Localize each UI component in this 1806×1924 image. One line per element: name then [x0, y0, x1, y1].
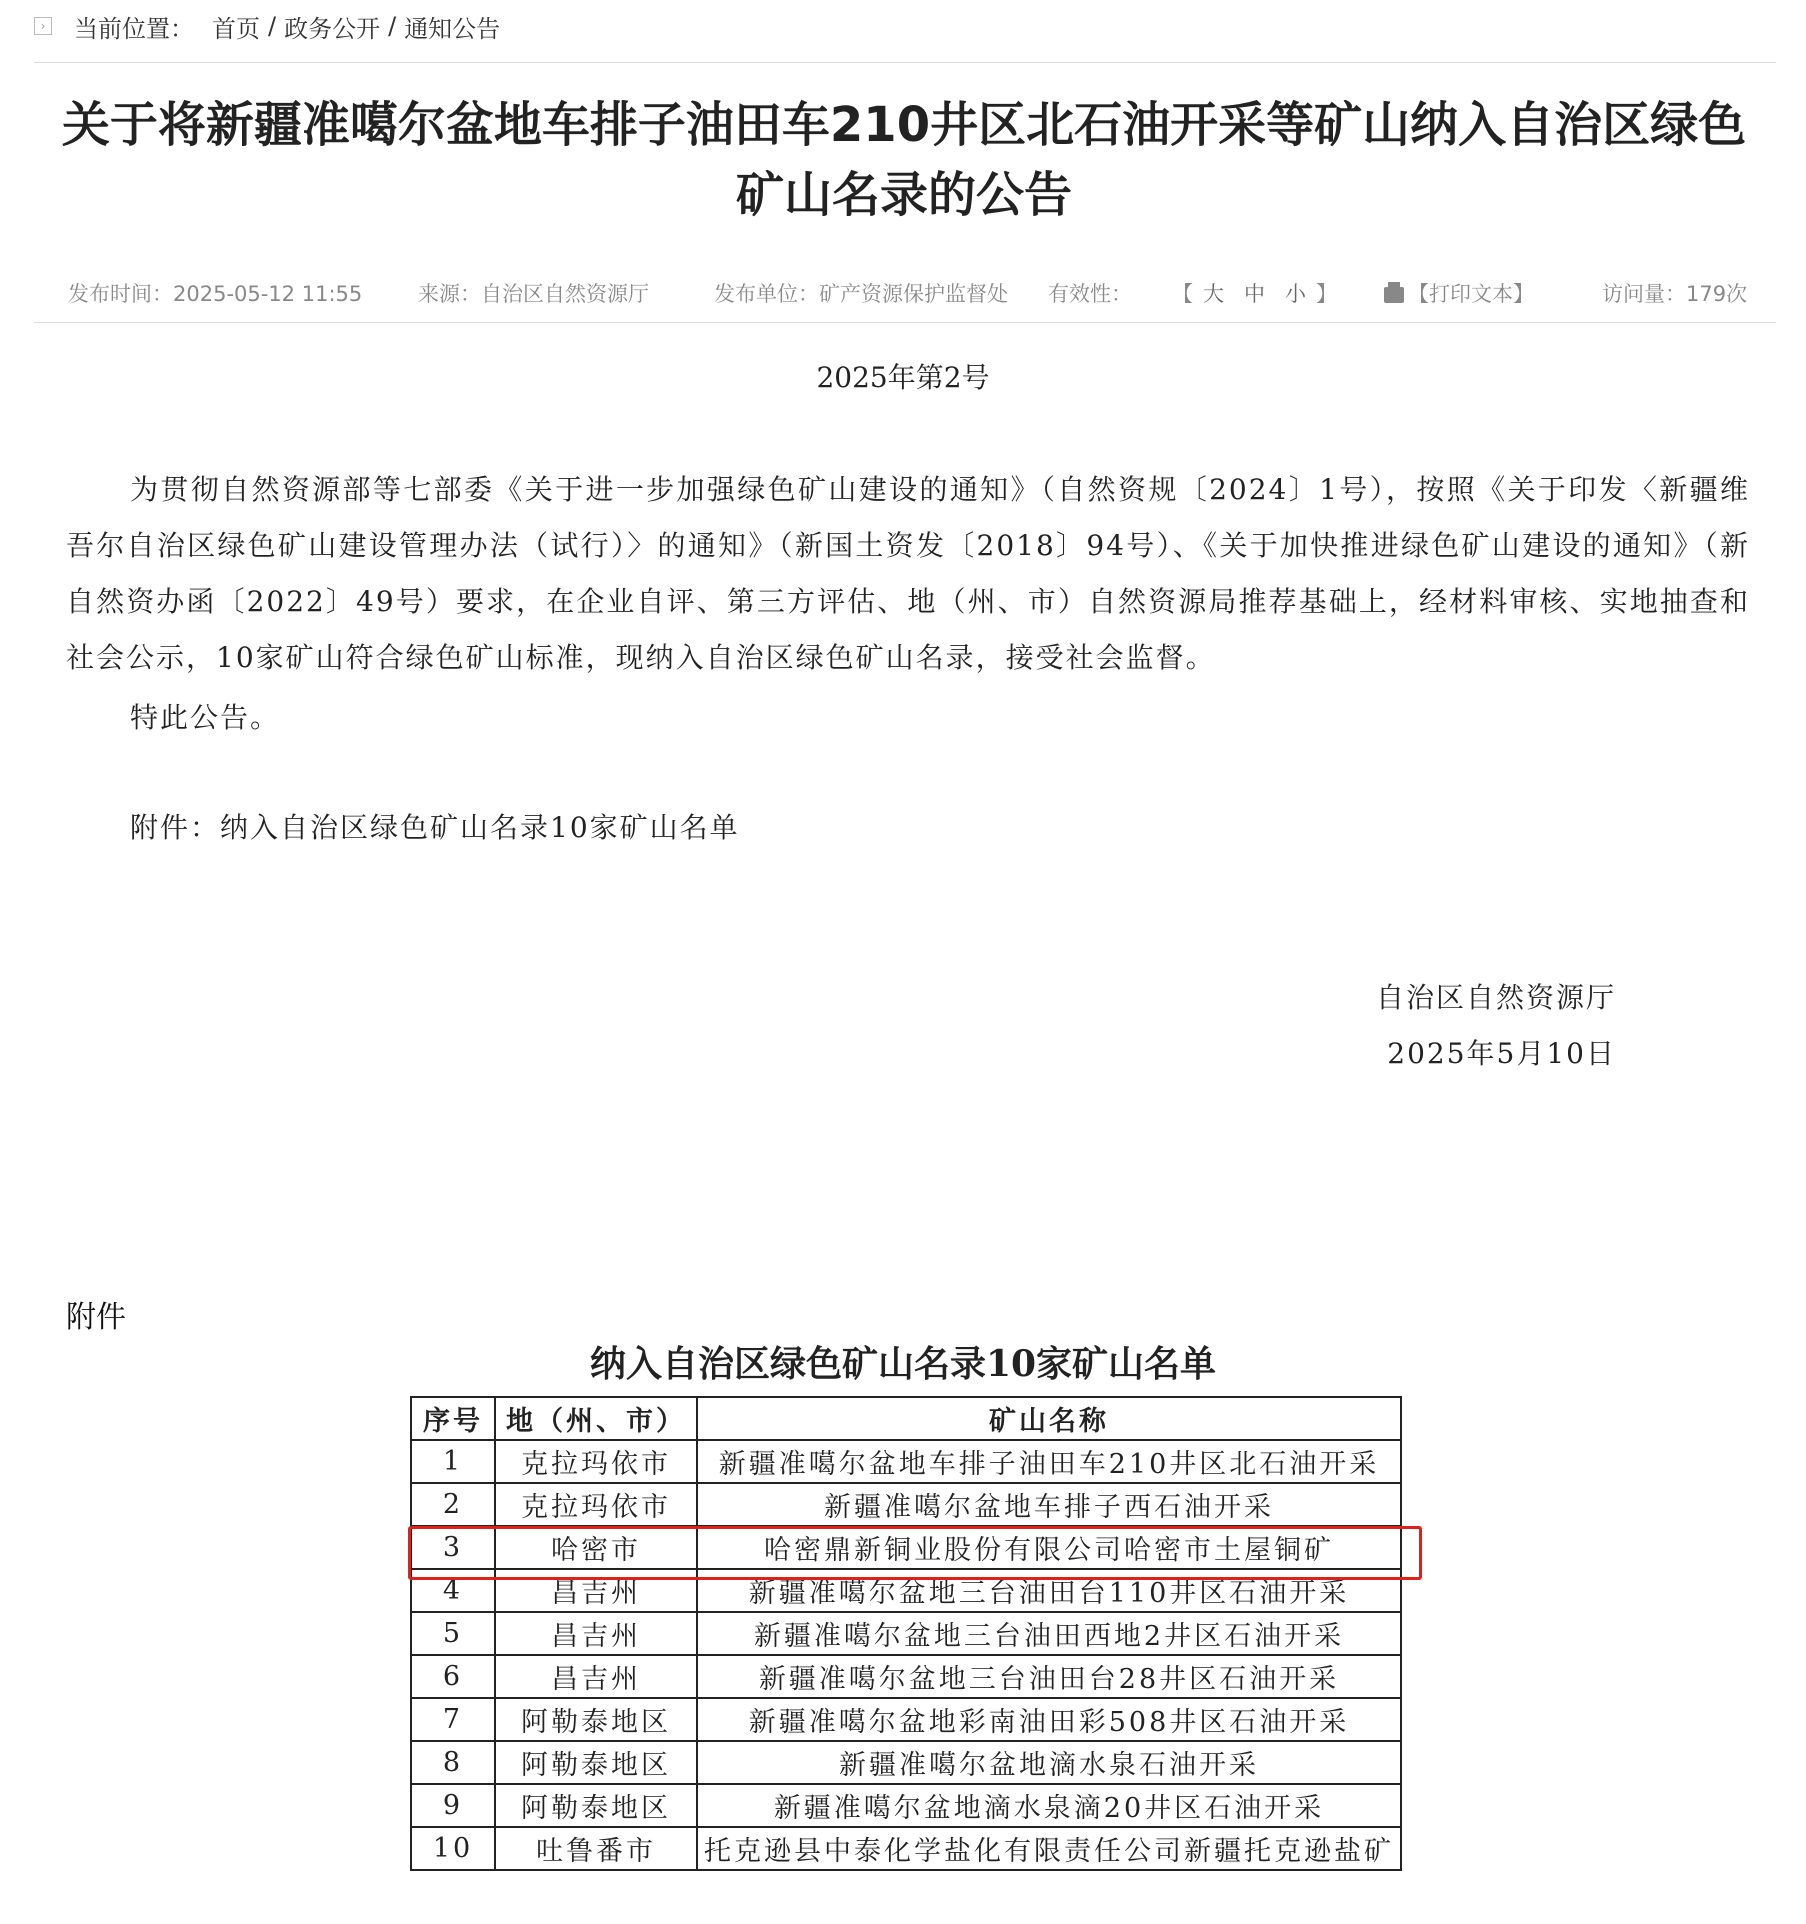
cell-mine-name: 新疆准噶尔盆地三台油田台110井区石油开采	[697, 1569, 1401, 1612]
table-row	[411, 1698, 1401, 1741]
publisher: 发布单位：矿产资源保护监督处	[714, 282, 1008, 306]
source: 来源：自治区自然资源厅	[418, 282, 649, 306]
print-label: 【打印文本】	[1408, 282, 1534, 306]
table-row	[411, 1483, 1401, 1526]
cell-region: 阿勒泰地区	[495, 1698, 697, 1741]
font-size-bracket: 】	[1316, 282, 1337, 306]
cell-mine-name: 新疆准噶尔盆地车排子西石油开采	[697, 1483, 1401, 1526]
mine-list-table	[410, 1396, 1402, 1871]
breadcrumb-link-home[interactable]: 首页	[212, 14, 260, 43]
header-no: 序号	[411, 1397, 495, 1440]
cell-region: 阿勒泰地区	[495, 1784, 697, 1827]
cell-region: 克拉玛依市	[495, 1483, 697, 1526]
breadcrumb-label: 当前位置：	[74, 14, 194, 43]
breadcrumb-separator: /	[388, 12, 397, 40]
signature-date: 2025年5月10日	[1387, 1037, 1616, 1070]
cell-mine-name: 哈密鼎新铜业股份有限公司哈密市土屋铜矿	[697, 1526, 1401, 1569]
table-row	[411, 1569, 1401, 1612]
page-title: 关于将新疆准噶尔盆地车排子油田车210井区北石油开采等矿山纳入自治区绿色矿山名录的公告	[61, 97, 1747, 223]
table-row-highlighted	[411, 1526, 1401, 1569]
article-meta-bar	[34, 270, 1776, 314]
table-row	[411, 1827, 1401, 1870]
attachment-line: 附件：纳入自治区绿色矿山名录10家矿山名单	[130, 811, 740, 844]
table-row	[411, 1655, 1401, 1698]
cell-region: 昌吉州	[495, 1569, 697, 1612]
publish-time: 发布时间：2025-05-12 11:55	[68, 282, 363, 306]
cell-mine-name: 新疆准噶尔盆地滴水泉滴20井区石油开采	[697, 1784, 1401, 1827]
cell-region: 阿勒泰地区	[495, 1741, 697, 1784]
cell-mine-name: 新疆准噶尔盆地三台油田西地2井区石油开采	[697, 1612, 1401, 1655]
cell-mine-name: 托克逊县中泰化学盐化有限责任公司新疆托克逊盐矿	[697, 1827, 1401, 1870]
cell-mine-name: 新疆准噶尔盆地滴水泉石油开采	[697, 1741, 1401, 1784]
table-row	[411, 1784, 1401, 1827]
body-paragraph: 为贯彻自然资源部等七部委《关于进一步加强绿色矿山建设的通知》（自然资规〔2024〕1号），按照《关于印发〈新疆维吾尔自治区绿色矿山建设管理办法（试行）〉的通知》（新国土资发〔2018〕94号）、《关于加快推进绿色矿山建设的通知》（新自然资办函〔2022〕49号）要求，在企业自评、第三方评估、地（州、市）自然资源局推荐基础上，经材料审核、实地抽查和社会公示，10家矿山符合绿色矿山标准，现纳入自治区绿色矿山名录，接受社会监督。	[66, 473, 1750, 674]
cell-mine-name: 新疆准噶尔盆地三台油田台28井区石油开采	[697, 1655, 1401, 1698]
cell-no: 10	[411, 1827, 495, 1870]
table-row	[411, 1612, 1401, 1655]
cell-no: 9	[411, 1784, 495, 1827]
table-header-row	[411, 1397, 1401, 1440]
table-row	[411, 1440, 1401, 1483]
font-small-button[interactable]: 小	[1285, 282, 1306, 306]
visit-count: 访问量：179次	[1602, 282, 1748, 306]
cell-region: 哈密市	[495, 1526, 697, 1569]
table-title: 纳入自治区绿色矿山名录10家矿山名单	[589, 1343, 1217, 1385]
cell-mine-name: 新疆准噶尔盆地彩南油田彩508井区石油开采	[697, 1698, 1401, 1741]
printer-icon	[1384, 287, 1404, 303]
header-mine-name: 矿山名称	[697, 1397, 1401, 1440]
cell-no: 3	[411, 1526, 495, 1569]
cell-no: 4	[411, 1569, 495, 1612]
breadcrumb	[34, 8, 500, 44]
font-size-control	[1172, 278, 1337, 308]
signature-organization: 自治区自然资源厅	[1375, 981, 1616, 1014]
document-number: 2025年第2号	[816, 361, 990, 394]
divider	[34, 62, 1776, 63]
validity: 有效性：	[1048, 282, 1132, 306]
header-region: 地（州、市）	[495, 1397, 697, 1440]
cell-region: 吐鲁番市	[495, 1827, 697, 1870]
breadcrumb-link-notices[interactable]: 通知公告	[404, 14, 501, 43]
cell-region: 昌吉州	[495, 1655, 697, 1698]
cell-mine-name: 新疆准噶尔盆地车排子油田车210井区北石油开采	[697, 1440, 1401, 1483]
cell-region: 昌吉州	[495, 1612, 697, 1655]
location-icon: ›	[34, 17, 52, 35]
table-row	[411, 1741, 1401, 1784]
font-large-button[interactable]: 大	[1203, 282, 1224, 306]
cell-no: 1	[411, 1440, 495, 1483]
cell-no: 7	[411, 1698, 495, 1741]
cell-no: 6	[411, 1655, 495, 1698]
cell-no: 2	[411, 1483, 495, 1526]
cell-no: 5	[411, 1612, 495, 1655]
print-button[interactable]	[1384, 278, 1534, 308]
cell-region: 克拉玛依市	[495, 1440, 697, 1483]
cell-no: 8	[411, 1741, 495, 1784]
attachment-label: 附件	[66, 1300, 126, 1335]
breadcrumb-separator: /	[268, 12, 277, 40]
font-medium-button[interactable]: 中	[1244, 282, 1265, 306]
divider	[34, 322, 1776, 323]
closing-paragraph: 特此公告。	[130, 701, 281, 734]
font-size-bracket: 【	[1172, 282, 1193, 306]
breadcrumb-link-gov-affairs[interactable]: 政务公开	[284, 14, 381, 43]
